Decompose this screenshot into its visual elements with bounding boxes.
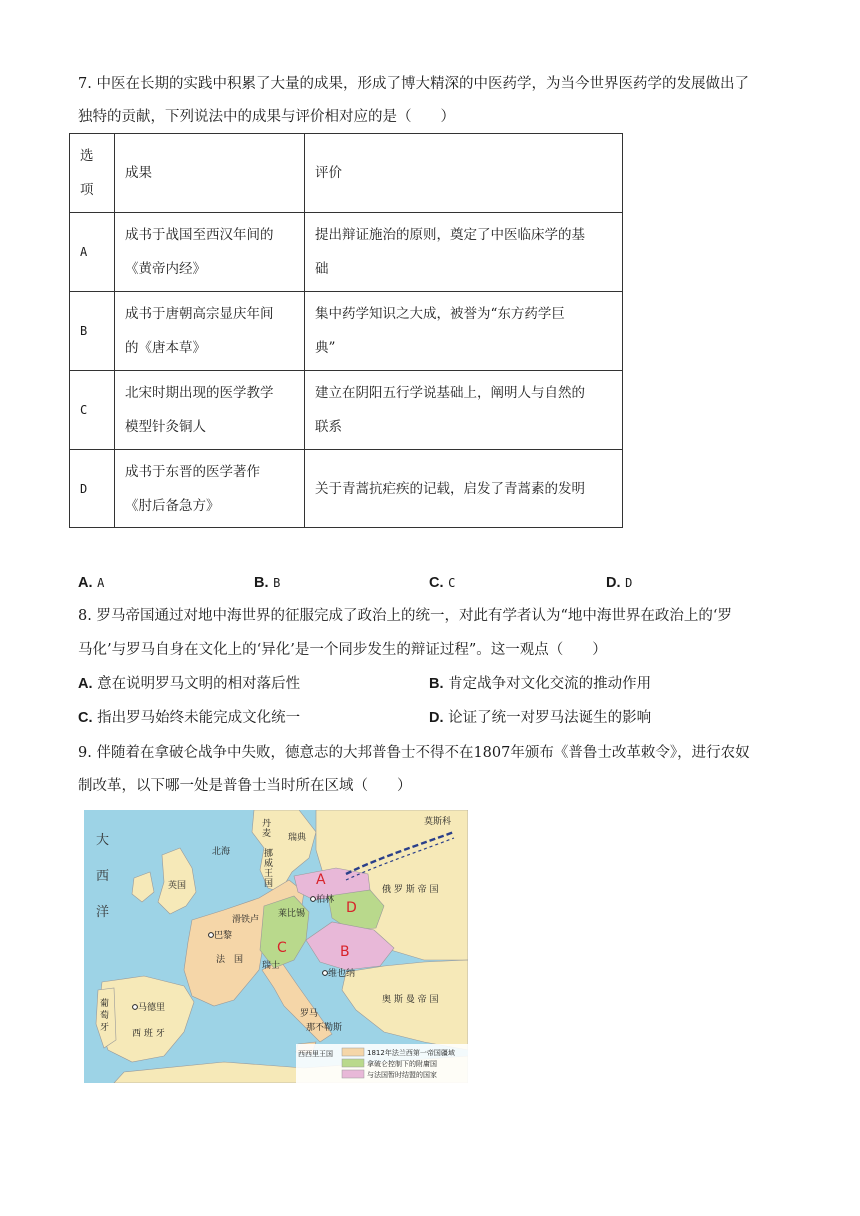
row-evaluation-l2: 础 [315, 261, 329, 277]
label-norway2: 威 [264, 859, 274, 869]
q7-choice-a[interactable] [78, 573, 104, 593]
label-denmark2: 麦 [262, 829, 272, 839]
label-portugal3: 牙 [100, 1023, 110, 1033]
label-naples: 那不勒斯 [306, 1023, 343, 1033]
label-ocean1: 大 [96, 833, 110, 848]
row-achievement-l1: 成书于唐朝高宗显庆年间 [125, 306, 274, 322]
row-achievement-l2: 模型针灸铜人 [125, 419, 206, 435]
choice-label: D. [429, 710, 444, 726]
q9-stem-line1: 9. 伴随着在拿破仑战争中失败，德意志的大邦普鲁士不得不在1807年颁布《普鲁士改革敕令》，进行农奴 [78, 745, 750, 761]
label-leipzig: 莱比锡 [278, 909, 306, 919]
label-spain: 西 班 牙 [132, 1029, 165, 1039]
q8-choice-c[interactable] [78, 708, 300, 728]
map-legend [296, 1044, 468, 1083]
q8-choice-d[interactable] [429, 708, 651, 728]
row-evaluation-l1: 提出辩证施治的原则，奠定了中医临床学的基 [315, 227, 585, 243]
row-evaluation-l2: 联系 [315, 419, 342, 435]
label-denmark1: 丹 [262, 819, 272, 829]
q7-choice-d[interactable] [606, 573, 632, 593]
choice-text: 意在说明罗马文明的相对落后性 [97, 676, 301, 692]
row-option: D [70, 450, 115, 528]
choice-text: 论证了统一对罗马法诞生的影响 [448, 710, 652, 726]
q8-stem-line2: 马化’与罗马自身在文化上的‘异化’是一个同步发生的辩证过程”。这一观点（ ） [78, 642, 607, 658]
label-waterloo: 滑铁卢 [232, 915, 260, 925]
header-achievement: 成果 [115, 134, 305, 213]
label-switzerland: 瑞士 [262, 961, 281, 971]
q9-stem-line2: 制改革，以下哪一处是普鲁士当时所在区域（ ） [78, 778, 412, 794]
label-berlin: 柏林 [316, 895, 335, 905]
label-russia: 俄 罗 斯 帝 国 [382, 885, 439, 895]
label-sweden: 瑞典 [288, 833, 307, 843]
map-marker-c: C [277, 940, 287, 956]
row-achievement-l2: 《肘后备急方》 [125, 497, 220, 514]
map-marker-a: A [316, 872, 326, 888]
q8-choice-a[interactable] [78, 674, 300, 694]
label-portugal1: 葡 [100, 999, 110, 1009]
row-achievement-l1: 成书于东晋的医学著作 [125, 463, 260, 480]
header-option-l2: 项 [80, 182, 94, 198]
q7-choice-c[interactable] [429, 573, 455, 593]
row-evaluation-l1: 关于青蒿抗疟疾的记载，启发了青蒿素的发明 [315, 480, 585, 497]
row-achievement [115, 450, 305, 528]
legend-item: 拿破仑控制下的附庸国 [367, 1060, 437, 1068]
choice-label: A. [78, 676, 93, 692]
choice-text: 肯定战争对文化交流的推动作用 [448, 676, 652, 692]
table-row [70, 213, 623, 292]
q7-table [69, 133, 623, 528]
label-ocean3: 洋 [96, 905, 110, 920]
q7-choice-b[interactable] [254, 573, 280, 593]
table-row [70, 292, 623, 371]
label-norway1: 挪 [264, 849, 274, 859]
choice-text: A [97, 576, 105, 590]
table-row [70, 450, 623, 528]
header-option-l1: 选 [80, 148, 94, 164]
europe-map [84, 810, 468, 1083]
q7-stem-line2: 独特的贡献，下列说法中的成果与评价相对应的是（ ） [78, 109, 455, 125]
label-moscow: 莫斯科 [424, 817, 452, 827]
choice-label: C. [429, 575, 444, 591]
row-achievement [115, 371, 305, 450]
row-achievement [115, 292, 305, 371]
row-achievement-l1: 北宋时期出现的医学教学 [125, 385, 274, 401]
label-rome: 罗马 [300, 1009, 319, 1019]
label-norway4: 国 [264, 879, 274, 889]
row-evaluation-l1: 集中药学知识之大成，被誉为“东方药学巨 [315, 306, 565, 322]
row-option: C [70, 371, 115, 450]
label-paris: 巴黎 [214, 931, 233, 941]
label-north-sea: 北海 [212, 847, 231, 857]
choice-label: C. [78, 710, 93, 726]
label-ocean2: 西 [96, 869, 110, 884]
map-marker-d: D [346, 900, 357, 916]
row-achievement-l2: 的《唐本草》 [125, 340, 206, 356]
choice-label: A. [78, 575, 93, 591]
choice-label: B. [254, 575, 269, 591]
label-ottoman: 奥 斯 曼 帝 国 [382, 995, 439, 1005]
label-vienna: 维也纳 [328, 969, 356, 979]
row-evaluation [305, 371, 623, 450]
choice-label: D. [606, 575, 621, 591]
row-option: A [70, 213, 115, 292]
row-achievement-l2: 《黄帝内经》 [125, 261, 206, 277]
row-evaluation [305, 292, 623, 371]
row-evaluation-l2: 典” [315, 340, 336, 356]
table-row [70, 371, 623, 450]
choice-text: B [273, 576, 281, 590]
label-norway3: 王 [264, 869, 274, 879]
label-sicily: 西西里王国 [298, 1050, 333, 1058]
q7-stem-line1: 7. 中医在长期的实践中积累了大量的成果，形成了博大精深的中医药学，为当今世界医药学的发展做出了 [78, 76, 749, 92]
row-option: B [70, 292, 115, 371]
header-evaluation: 评价 [305, 134, 623, 213]
choice-text: D [625, 576, 633, 590]
row-achievement-l1: 成书于战国至西汉年间的 [125, 227, 274, 243]
map-marker-b: B [340, 944, 350, 960]
label-madrid: 马德里 [138, 1003, 166, 1013]
choice-text: 指出罗马始终未能完成文化统一 [97, 710, 301, 726]
row-evaluation [305, 213, 623, 292]
row-achievement [115, 213, 305, 292]
table-header-row [70, 134, 623, 213]
choice-text: C [448, 576, 456, 590]
choice-label: B. [429, 676, 444, 692]
header-option [70, 134, 115, 213]
q8-choice-b[interactable] [429, 674, 651, 694]
row-evaluation-l1: 建立在阴阳五行学说基础上，阐明人与自然的 [315, 385, 585, 401]
label-france: 法 国 [216, 955, 244, 965]
label-portugal2: 萄 [100, 1011, 110, 1021]
q8-stem-line1: 8. 罗马帝国通过对地中海世界的征服完成了政治上的统一，对此有学者认为“地中海世界在政治上的‘罗 [78, 608, 732, 624]
label-uk: 英国 [168, 881, 187, 891]
legend-item: 1812年法兰西第一帝国疆域 [367, 1049, 455, 1057]
row-evaluation [305, 450, 623, 528]
legend-item: 与法国暂时结盟的国家 [367, 1071, 437, 1079]
